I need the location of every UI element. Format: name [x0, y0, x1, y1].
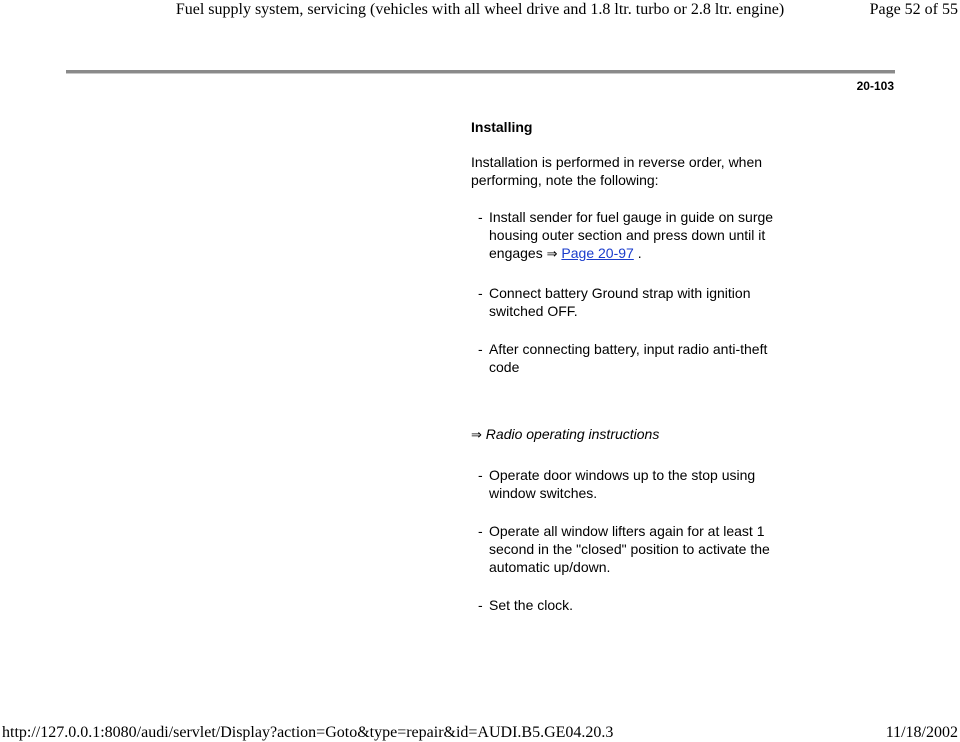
- step-dash: -: [478, 597, 483, 613]
- step-dash: -: [478, 209, 483, 225]
- arrow-right-icon: ⇒: [471, 427, 482, 442]
- footer-url: http://127.0.0.1:8080/audi/servlet/Display?action=Goto&type=repair&id=AUDI.B5.GE04.20.3: [2, 724, 614, 741]
- step-connect-battery: [478, 284, 798, 320]
- step-text: Operate door windows up to the stop using window switches.: [489, 467, 756, 501]
- step-install-sender: [478, 208, 798, 263]
- step-dash: -: [478, 467, 483, 483]
- step-text: After connecting battery, input radio anti-theft code: [489, 341, 768, 375]
- document-title: Fuel supply system, servicing (vehicles with all wheel drive and 1.8 ltr. turbo or 2.8 ltr. engine): [175, 1, 785, 18]
- step-set-clock: [478, 596, 798, 614]
- page-link[interactable]: Page 20-97: [561, 245, 634, 261]
- step-radio-code: [478, 340, 798, 376]
- step-door-windows: [478, 466, 798, 502]
- arrow-right-icon: ⇒: [546, 246, 558, 261]
- step-text: Connect battery Ground strap with ignition switched OFF.: [489, 285, 751, 319]
- step-text: Install sender for fuel gauge in guide on surge housing outer section and press down until it engages: [489, 209, 774, 261]
- step-text: Operate all window lifters again for at least 1 second in the "closed" position to activate the automatic up/down.: [489, 523, 770, 575]
- intro-paragraph: Installation is performed in reverse order, when performing, note the following:: [471, 154, 763, 188]
- page-indicator: Page 52 of 55: [869, 1, 958, 18]
- step-text: Set the clock.: [489, 597, 574, 613]
- reference-text: Radio operating instructions: [485, 426, 660, 442]
- step-dash: -: [478, 523, 483, 539]
- header-divider: [66, 70, 895, 74]
- step-dash: -: [478, 341, 483, 357]
- page-number: 20-103: [856, 79, 894, 93]
- radio-instructions-reference: [471, 426, 659, 443]
- section-heading: Installing: [471, 119, 533, 135]
- step-window-lifters: [478, 522, 798, 576]
- step-dash: -: [478, 285, 483, 301]
- footer-date: 11/18/2002: [885, 724, 958, 741]
- step-suffix: .: [633, 245, 642, 261]
